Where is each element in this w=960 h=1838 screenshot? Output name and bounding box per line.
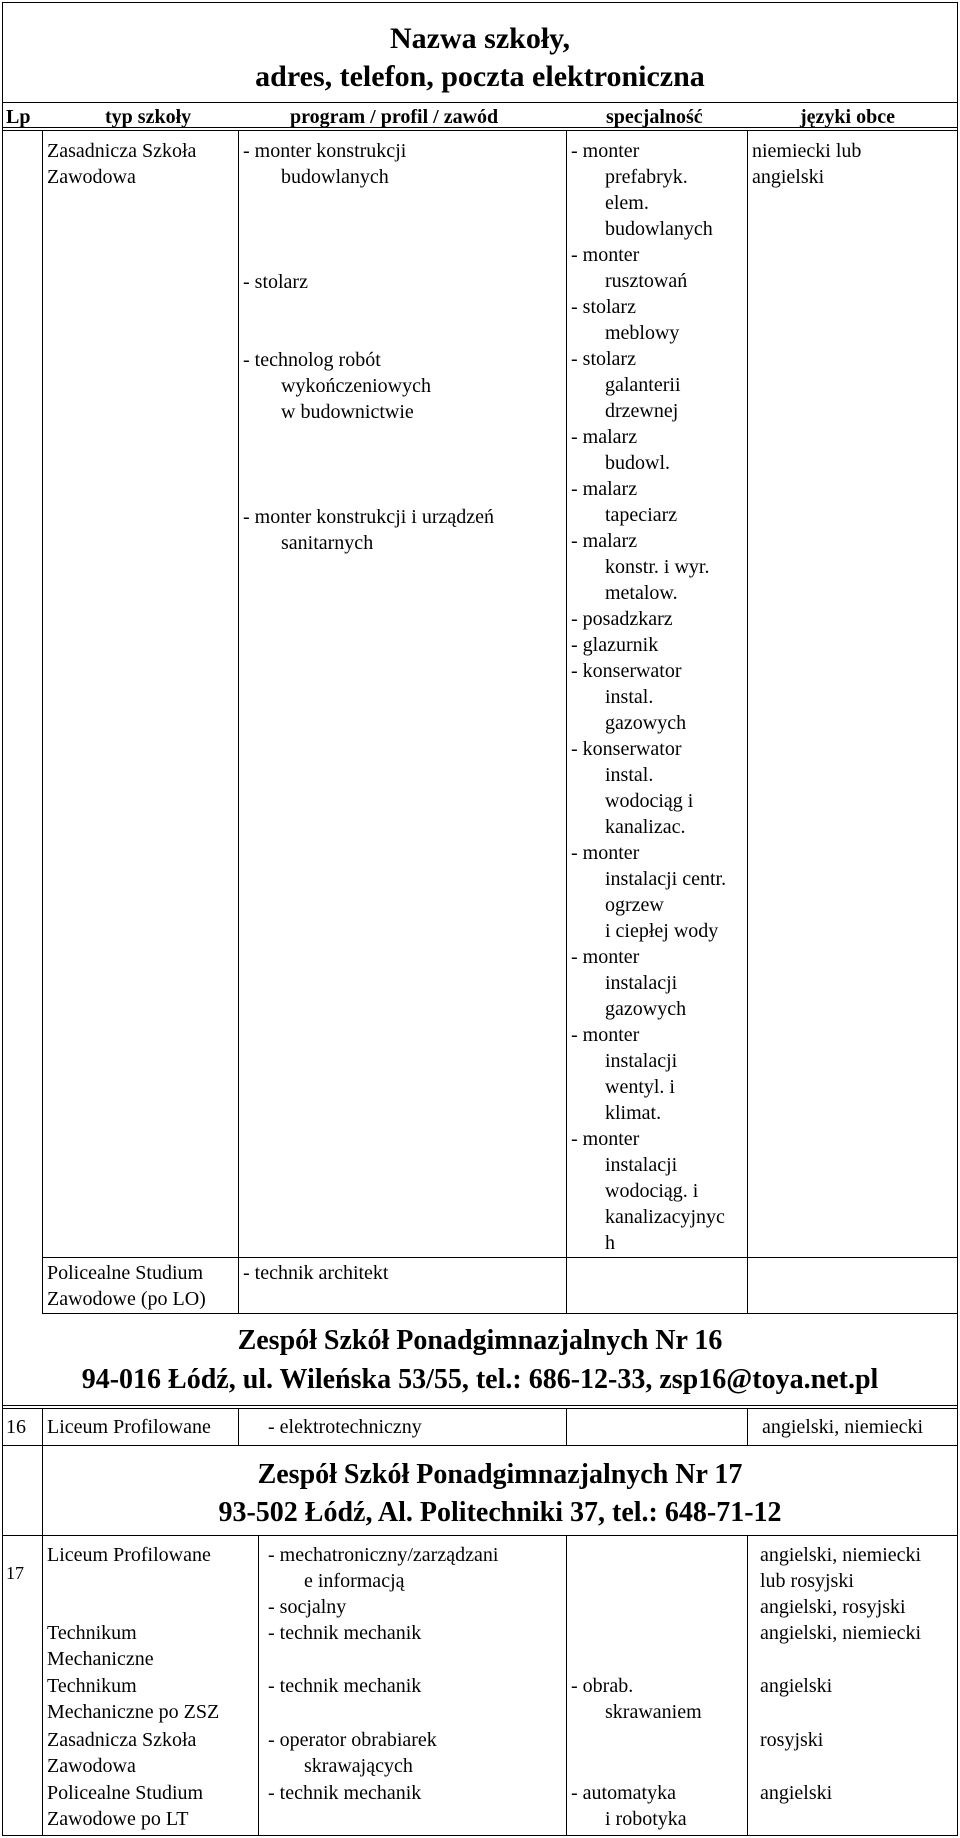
specialty-item: instalacji xyxy=(605,1050,678,1072)
specialty-item: - malarz xyxy=(571,530,638,552)
zsp17-languages: rosyjski xyxy=(760,1729,824,1751)
zsp17-specialty: skrawaniem xyxy=(605,1701,702,1723)
zsp17-program: - socjalny xyxy=(268,1596,347,1618)
specialty-item: klimat. xyxy=(605,1102,662,1124)
zsp17-sep-program xyxy=(566,1535,567,1835)
program-item: wykończeniowych xyxy=(281,375,431,397)
school-type-zsz-2: Zawodowa xyxy=(47,166,136,188)
specialty-item: - monter xyxy=(571,140,640,162)
zsp17-languages: angielski, rosyjski xyxy=(760,1596,906,1618)
program-item: - monter konstrukcji xyxy=(243,140,407,162)
specialty-item: - stolarz xyxy=(571,348,636,370)
specialty-item: - stolarz xyxy=(571,296,636,318)
specialty-item: - posadzkarz xyxy=(571,608,673,630)
specialty-item: - monter xyxy=(571,946,640,968)
col-header-languages: języki obce xyxy=(800,106,895,128)
col-header-lp: Lp xyxy=(6,106,31,128)
zsp17-type: Mechaniczne xyxy=(47,1648,154,1670)
specialty-item: kanalizacyjnyc xyxy=(605,1206,725,1228)
zsp17-type: Policealne Studium xyxy=(47,1782,204,1804)
block1-row-sep xyxy=(42,1257,958,1258)
header-row-top xyxy=(2,102,958,103)
zsp16-lp: 16 xyxy=(6,1416,26,1438)
zsp17-table-top xyxy=(2,1535,958,1536)
zsp17-program: e informacją xyxy=(304,1570,405,1592)
specialty-item: ogrzew xyxy=(605,894,664,916)
zsp16-row-top-double xyxy=(2,1408,958,1409)
col-sep-lp xyxy=(42,130,43,1313)
zsp17-specialty: i robotyka xyxy=(605,1808,687,1830)
zsp17-program: - technik mechanik xyxy=(268,1782,422,1804)
zsp17-sep-specialty xyxy=(747,1535,748,1835)
specialty-item: gazowych xyxy=(605,712,687,734)
specialty-item: - monter xyxy=(571,244,640,266)
outer-border-left xyxy=(2,2,3,1836)
specialty-item: wodociąg. i xyxy=(605,1180,699,1202)
specialty-item: konstr. i wyr. xyxy=(605,556,710,578)
zsp16-languages: angielski, niemiecki xyxy=(762,1416,924,1438)
zsp16-sep-lp xyxy=(42,1408,43,1446)
outer-border-bottom xyxy=(2,1835,958,1836)
col-header-specialty: specjalność xyxy=(606,106,703,128)
zsp17-type: Technikum xyxy=(47,1622,137,1644)
specialty-item: - konserwator xyxy=(571,738,682,760)
zsp17-sep-type xyxy=(258,1535,259,1835)
languages-line-2: angielski xyxy=(752,166,825,188)
zsp17-type: Mechaniczne po ZSZ xyxy=(47,1701,220,1723)
zsp16-program: - elektrotechniczny xyxy=(268,1416,422,1438)
zsp17-lp: 17 xyxy=(6,1563,24,1583)
zsp17-specialty: - automatyka xyxy=(571,1782,676,1804)
zsp17-specialty: - obrab. xyxy=(571,1675,634,1697)
zsp17-program: skrawających xyxy=(304,1755,413,1777)
specialty-item: metalow. xyxy=(605,582,678,604)
specialty-item: tapeciarz xyxy=(605,504,678,526)
zsp17-type: Zasadnicza Szkoła xyxy=(47,1729,197,1751)
zsp17-type: Zawodowa xyxy=(47,1755,136,1777)
zsp16-address: 94-016 Łódź, ul. Wileńska 53/55, tel.: 686-12-33, zsp16@toya.net.pl xyxy=(81,1364,879,1395)
specialty-item: rusztowań xyxy=(605,270,688,292)
specialty-item: kanalizac. xyxy=(605,816,686,838)
zsp17-type: Liceum Profilowane xyxy=(47,1544,211,1566)
specialty-item: drzewnej xyxy=(605,400,679,422)
specialty-item: i ciepłej wody xyxy=(605,920,719,942)
zsp16-sep-type xyxy=(238,1408,239,1446)
zsp17-languages: angielski, niemiecki xyxy=(760,1544,922,1566)
zsp17-languages: angielski, niemiecki xyxy=(760,1622,922,1644)
program-item: - stolarz xyxy=(243,271,308,293)
specialty-item: instal. xyxy=(605,764,654,786)
specialty-item: gazowych xyxy=(605,998,687,1020)
program-technik-architekt: - technik architekt xyxy=(243,1262,389,1284)
program-item: - monter konstrukcji i urządzeń xyxy=(243,506,495,528)
specialty-item: - malarz xyxy=(571,426,638,448)
col-sep-program xyxy=(566,130,567,1313)
specialty-item: - glazurnik xyxy=(571,634,659,656)
specialty-item: - monter xyxy=(571,1128,640,1150)
program-item: sanitarnych xyxy=(281,532,374,554)
school-type-zsz-1: Zasadnicza Szkoła xyxy=(47,140,197,162)
outer-border-top xyxy=(2,2,958,3)
specialty-item: instalacji xyxy=(605,972,678,994)
zsp16-sep-program xyxy=(566,1408,567,1446)
block1-bottom xyxy=(42,1313,958,1314)
zsp17-type: Technikum xyxy=(47,1675,137,1697)
zsp17-program: - mechatroniczny/zarządzani xyxy=(268,1544,499,1566)
zsp16-name: Zespół Szkół Ponadgimnazjalnych Nr 16 xyxy=(237,1325,723,1356)
outer-border-right xyxy=(957,2,958,1836)
specialty-item: instal. xyxy=(605,686,654,708)
title-line-1: Nazwa szkoły, xyxy=(390,22,570,55)
zsp17-address: 93-502 Łódź, Al. Politechniki 37, tel.: 648-71-12 xyxy=(218,1497,782,1528)
program-item: - technolog robót xyxy=(243,349,381,371)
col-sep-type xyxy=(238,130,239,1313)
specialty-item: elem. xyxy=(605,192,649,214)
zsp17-type: Zawodowe po LT xyxy=(47,1808,189,1830)
school-type-psz-2: Zawodowe (po LO) xyxy=(47,1288,206,1310)
col-header-program: program / profil / zawód xyxy=(290,106,499,128)
zsp16-type: Liceum Profilowane xyxy=(47,1416,211,1438)
specialty-item: h xyxy=(605,1232,615,1254)
specialty-item: budowlanych xyxy=(605,218,713,240)
zsp17-name: Zespół Szkół Ponadgimnazjalnych Nr 17 xyxy=(257,1459,743,1490)
col-header-type: typ szkoły xyxy=(105,106,192,128)
specialty-item: - monter xyxy=(571,1024,640,1046)
specialty-item: budowl. xyxy=(605,452,670,474)
header-row-bottom-double xyxy=(2,130,958,131)
specialty-item: - monter xyxy=(571,842,640,864)
specialty-item: instalacji centr. xyxy=(605,868,727,890)
specialty-item: wodociąg i xyxy=(605,790,694,812)
zsp16-row-top xyxy=(2,1405,958,1406)
col-sep-specialty xyxy=(747,130,748,1313)
title-line-2: adres, telefon, poczta elektroniczna xyxy=(255,60,705,93)
zsp17-languages: angielski xyxy=(760,1782,833,1804)
zsp17-languages: angielski xyxy=(760,1675,833,1697)
specialty-item: - malarz xyxy=(571,478,638,500)
zsp16-sep-specialty xyxy=(747,1408,748,1446)
zsp17-languages: lub rosyjski xyxy=(760,1570,854,1592)
zsp17-program: - technik mechanik xyxy=(268,1675,422,1697)
program-item: budowlanych xyxy=(281,166,389,188)
program-item: w budownictwie xyxy=(281,401,414,423)
specialty-item: meblowy xyxy=(605,322,680,344)
zsp16-row-bottom xyxy=(2,1445,958,1446)
specialty-item: prefabryk. xyxy=(605,166,688,188)
specialty-item: - konserwator xyxy=(571,660,682,682)
specialty-item: instalacji xyxy=(605,1154,678,1176)
school-type-psz-1: Policealne Studium xyxy=(47,1262,204,1284)
specialty-item: galanterii xyxy=(605,374,681,396)
zsp17-program: - operator obrabiarek xyxy=(268,1729,437,1751)
specialty-item: wentyl. i xyxy=(605,1076,675,1098)
zsp17-program: - technik mechanik xyxy=(268,1622,422,1644)
languages-line-1: niemiecki lub xyxy=(752,140,862,162)
